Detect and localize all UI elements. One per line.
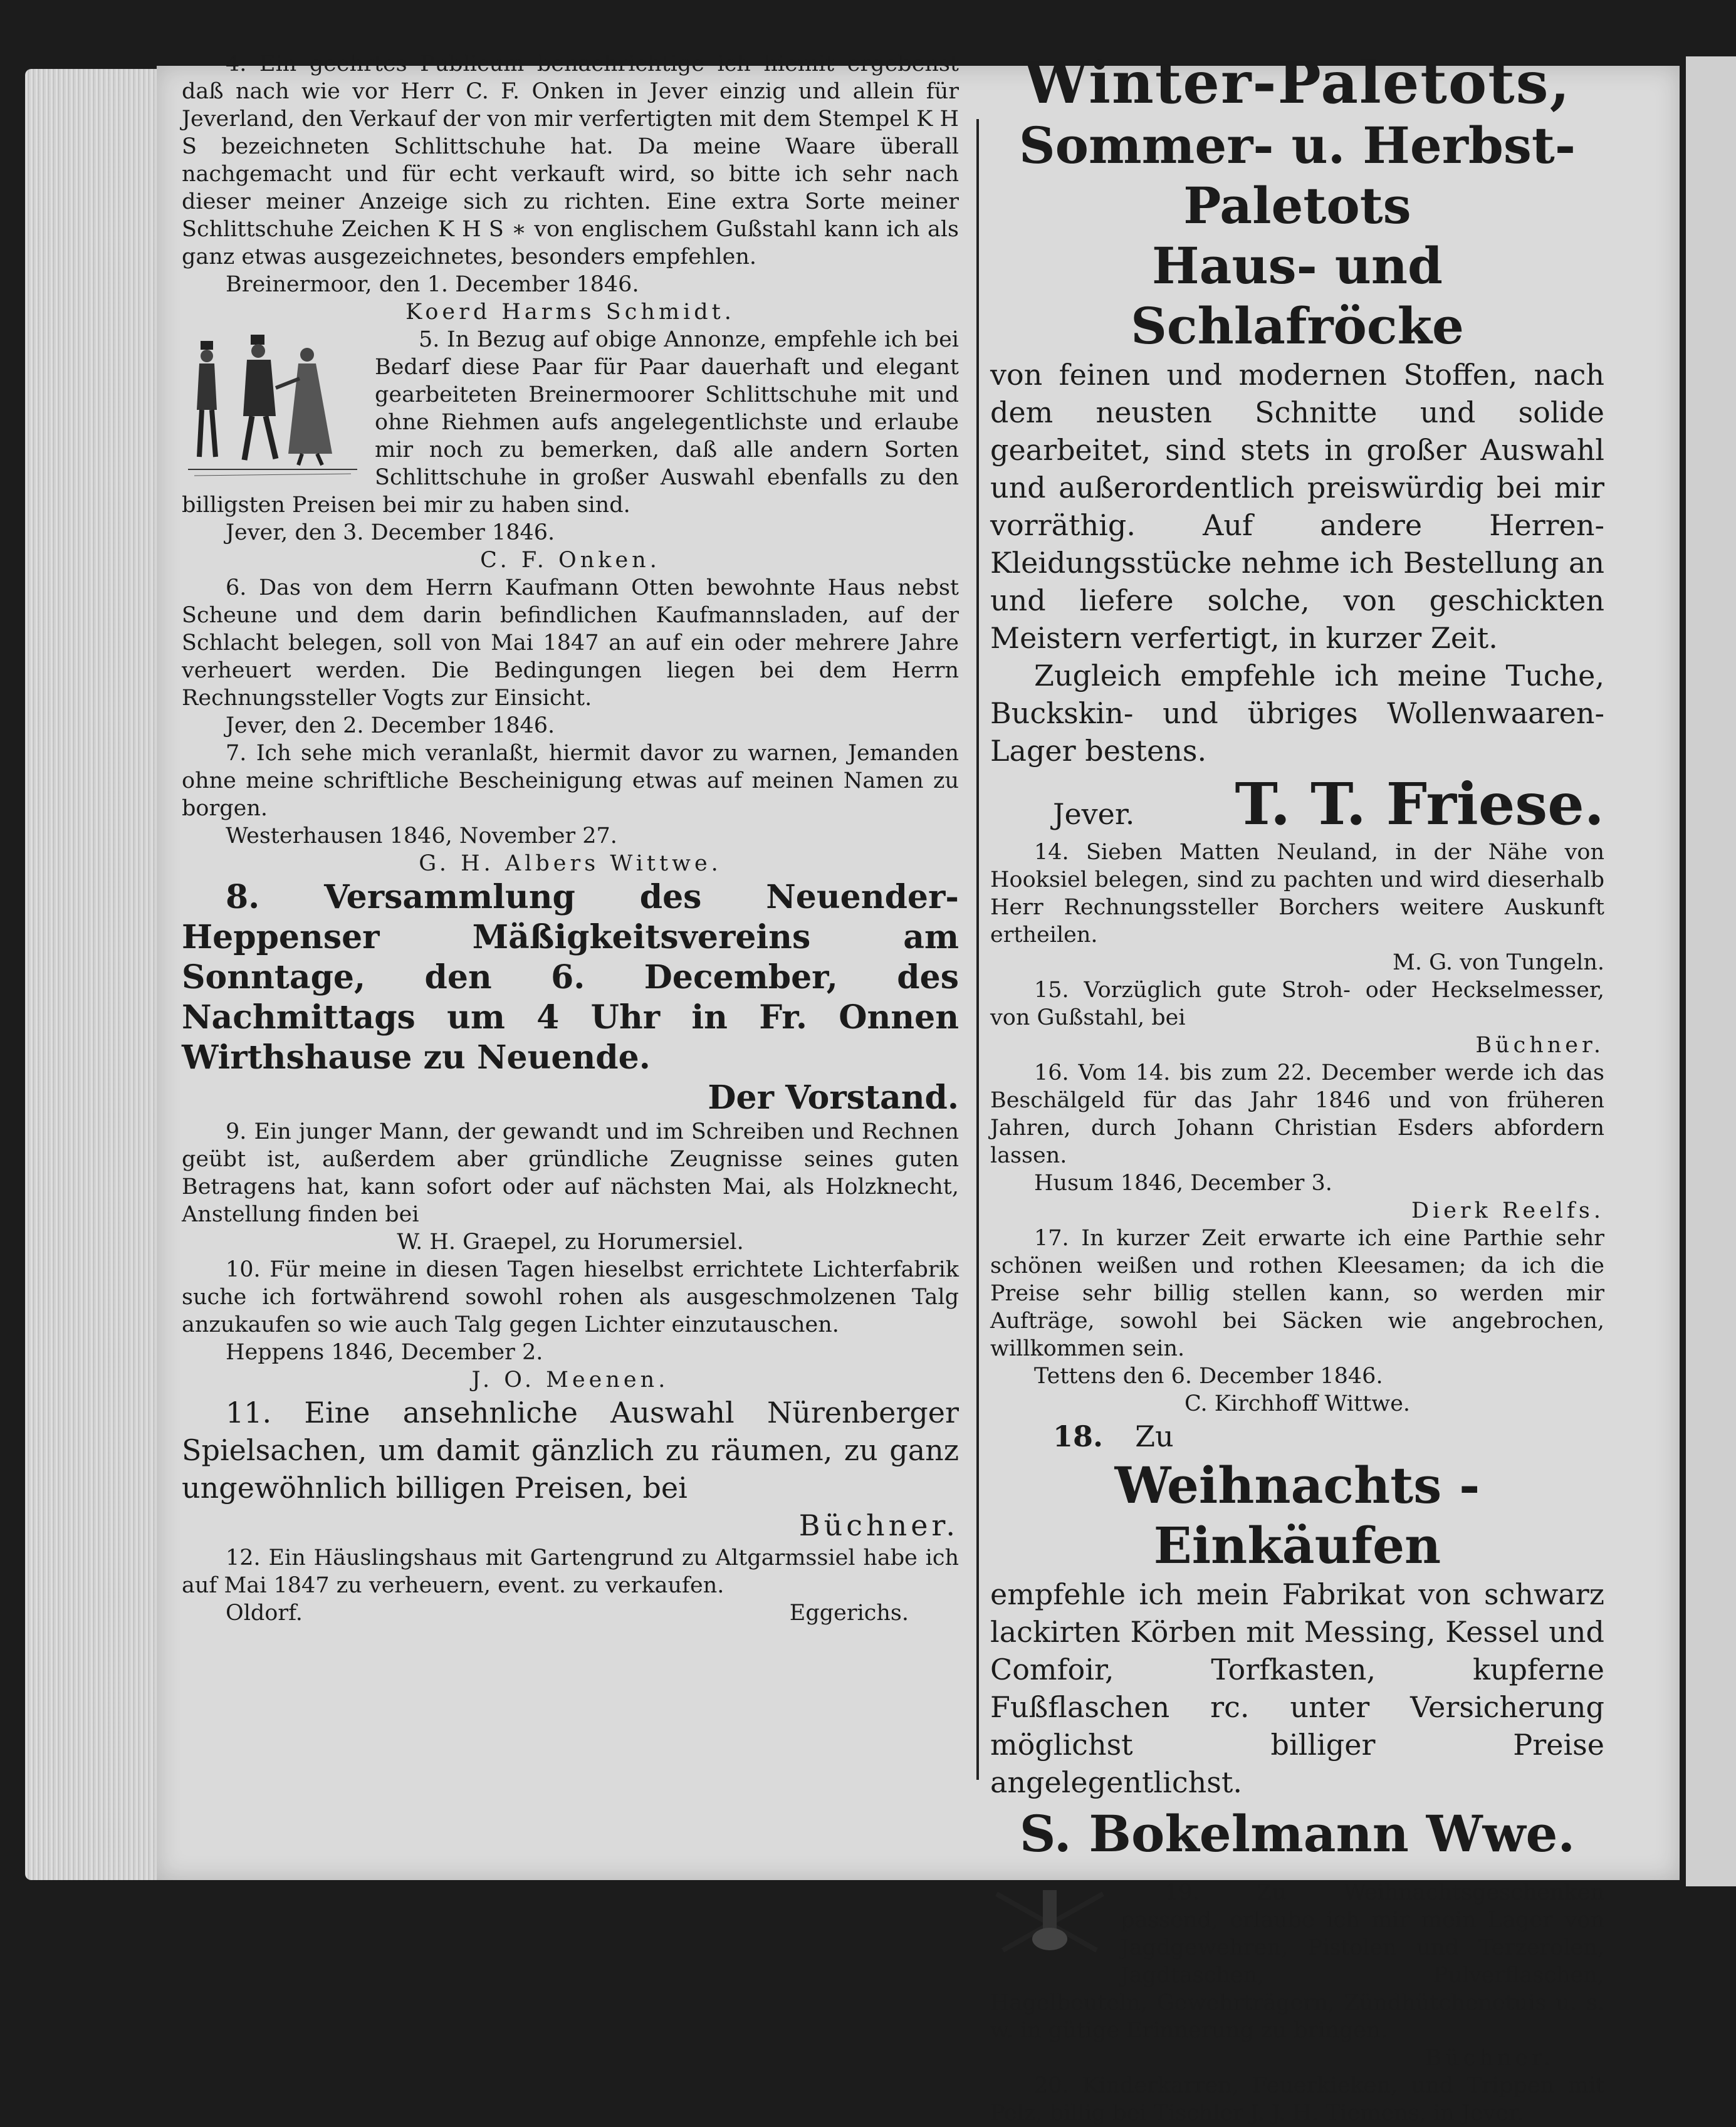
ad-19-signature: Büchner. — [1425, 2046, 1554, 2071]
ad-18-text: empfehle ich mein Fabrikat von schwarz lackirten Körben mit Messing, Kessel und Comfoir, Torfkasten, kupferne Fußflaschen rc. unter Versicherung möglichst billiger Preise angelegentlichst. — [990, 1577, 1604, 1799]
ad-13-place: Jever. — [1053, 797, 1135, 831]
ad-12-footer — [182, 1599, 959, 1627]
ad-4-place: Breinermoor, den 1. December 1846. — [226, 272, 639, 297]
left-column — [182, 50, 959, 1627]
ad-4 — [182, 50, 959, 326]
ad-13-heading-1: Winter-Paletots, — [1023, 49, 1571, 117]
ad-4-signature: Koerd Harms Schmidt. — [405, 300, 735, 325]
ad-15-signature: Büchner. — [1475, 1033, 1604, 1058]
next-page-edge — [1686, 56, 1736, 1886]
ad-8-text: 8. Versammlung des Neuender-Heppenser Mäßigkeitsvereins am Sonntage, den 6. December, des Nachmittags um 4 Uhr in Fr. Onnen Wirthshause zu Neuende. — [182, 878, 959, 1077]
ad-13-firm: T. T. Friese. — [1235, 770, 1604, 838]
ad-4-text: 4. Ein geehrtes Publicum benachrichtige ich hiemit ergebenst daß nach wie vor Herr C. F. Onken in Jever einzig und allein für Jeverland, den Verkauf der von mir verfertigten mit dem Stempel K H S bezeichneten Schlittschuhe hat. Da meine Waare überall nachgemacht und für echt verkauft wird, so bitte ich sehr nach dieser meiner Anzeige sich zu richten. Eine extra Sorte meiner Schlittschuhe Zeichen K H S ∗ von englischem Gußstahl kann ich als ganz etwas ausgezeichnetes, besonders empfehlen. — [182, 51, 959, 269]
right-column — [990, 50, 1604, 2127]
ad-17 — [990, 1225, 1604, 1418]
ad-7-place: Westerhausen 1846, November 27. — [226, 823, 617, 849]
ad-16-signature: Dierk Reelfs. — [1411, 1198, 1604, 1223]
ad-19-text: 19. Zu Weihnachtsgeschenken passend, erlaube ich mir mein Lager von Jagdgewehren, Pistolen und Terzerolen, Jagdtaschen, Pulverflaschen, Hagelbeuteln, Gewehrträgern, Zündhütchenetuis u. s. w. in gütige Erinnerung zu bringen. — [990, 1880, 1604, 2043]
ad-18-heading: Weihnachts - Einkäufen — [1114, 1456, 1480, 1575]
ad-17-text: 17. In kurzer Zeit erwarte ich eine Parthie sehr schönen weißen und rothen Kleesamen; da ich die Preise sehr billig stellen kann, so werden mir Aufträge, sowohl bei Säcken wie angebrochen, willkommen sein. — [990, 1226, 1604, 1361]
ad-11-text: 11. Eine ansehnliche Auswahl Nürenberger Spielsachen, um damit gänzlich zu räumen, zu ganz ungewöhnlich billigen Preisen, bei — [182, 1396, 959, 1505]
ad-16-place: Husum 1846, December 3. — [1034, 1171, 1332, 1196]
top-hat-icon — [201, 341, 213, 350]
ad-13-text: von feinen und modernen Stoffen, nach dem neusten Schnitte und solide gearbeitet, sind stets in großer Auswahl und außerordentlich preiswürdig bei mir vorräthig. Auf andere Herren-Kleidungsstücke nehme ich Bestellung an und liefere solche, von geschickten Meistern verfertigt, in kurzer Zeit. — [990, 358, 1604, 655]
ad-12-place: Oldorf. — [226, 1601, 303, 1626]
skaters-illustration — [182, 328, 363, 479]
ad-18 — [990, 1418, 1604, 1866]
ad-12 — [182, 1544, 959, 1627]
ad-16-text: 16. Vom 14. bis zum 22. December werde ich das Beschälgeld für das Jahr 1846 und von früheren Jahren, durch Johann Christian Esders abfordern lassen. — [990, 1060, 1604, 1168]
ad-8-signature: Der Vorstand. — [708, 1079, 959, 1117]
ad-10-signature: J. O. Meenen. — [471, 1367, 669, 1393]
ad-14-text: 14. Sieben Matten Neuland, in der Nähe von Hooksiel belegen, sind zu pachten und wird dieserhalb Herr Rechnungssteller Borchers weitere Auskunft ertheilen. — [990, 840, 1604, 948]
ad-9 — [182, 1118, 959, 1256]
ad-17-signature: C. Kirchhoff Wittwe. — [1184, 1391, 1411, 1416]
ad-10-text: 10. Für meine in diesen Tagen hieselbst errichtete Lichterfabrik suche ich fortwährend sowohl rohen als ausgeschmolzenen Talg anzukaufen so wie auch Talg gegen Lichter einzutauschen. — [182, 1257, 959, 1337]
ad-5-signature: C. F. Onken. — [480, 548, 661, 573]
ad-13 — [990, 50, 1604, 839]
ad-20 — [990, 2072, 1604, 2127]
ad-7-text: 7. Ich sehe mich veranlaßt, hiermit davor zu warnen, Jemanden ohne meine schriftliche Bescheinigung etwas auf meinen Namen zu borgen. — [182, 741, 959, 821]
ad-18-intro: Zu — [1135, 1419, 1174, 1453]
ad-6 — [182, 574, 959, 739]
column-divider — [976, 119, 979, 1780]
ad-15-text: 15. Vorzüglich gute Stroh- oder Heckselmesser, von Gußstahl, bei — [990, 978, 1604, 1030]
ad-15 — [990, 976, 1604, 1059]
ad-14 — [990, 839, 1604, 976]
ad-14-signature: M. G. von Tungeln. — [1393, 950, 1604, 975]
ad-8 — [182, 877, 959, 1118]
ad-20-text: 20. Kinderkarren, Feuerkieken, und Trippen mit Pelz, billig bei Tischler J. J. H. Tiemens, in Jever. — [990, 2073, 1604, 2126]
ad-13-text-2: Zugleich empfehle ich meine Tuche, Buckskin- und übriges Wollenwaaren-Lager bestens. — [990, 659, 1604, 768]
ad-19 — [990, 1879, 1604, 2072]
ad-6-text: 6. Das von dem Herrn Kaufmann Otten bewohnte Haus nebst Scheune und dem darin befindlichen Kaufmannsladen, auf der Schlacht belegen, soll von Mai 1847 an auf ein oder mehrere Jahre verheuert werden. Die Bedingungen liegen bei dem Herrn Rechnungssteller Vogts zur Einsicht. — [182, 575, 959, 711]
ad-18-intro-line — [990, 1418, 1604, 1455]
book-page-edges — [25, 69, 157, 1880]
ad-6-place: Jever, den 2. December 1846. — [226, 713, 555, 738]
ad-12-signature: Eggerichs. — [789, 1601, 909, 1626]
powder-flask-icon — [1043, 1890, 1057, 1934]
ad-5 — [182, 326, 959, 574]
ad-13-footer — [990, 770, 1604, 839]
ad-7 — [182, 739, 959, 877]
ad-18-number: 18. — [1053, 1419, 1104, 1453]
ad-9-text: 9. Ein junger Mann, der gewandt und im Schreiben und Rechnen geübt ist, außerdem aber gründliche Zeugnisse seines guten Betragens hat, kann sofort oder auf nächsten Mai, als Holzknecht, Anstellung finden bei — [182, 1119, 959, 1227]
ad-5-text: 5. In Bezug auf obige Annonze, empfehle ich bei Bedarf diese Paar für Paar dauerhaft und elegant gearbeiteten Breinermoorer Schlittschuhe mit und ohne Riehmen aufs angelegentlichste und erlaube mir noch zu bemerken, daß alle andern Sorten Schlittschuhe in großer Auswahl ebenfalls zu den billigsten Preisen bei mir zu haben sind. — [182, 327, 959, 518]
ad-18-firm: S. Bokelmann Wwe. — [1019, 1804, 1576, 1863]
ad-9-signature: W. H. Graepel, zu Horumersiel. — [397, 1230, 744, 1255]
ad-11 — [182, 1394, 959, 1544]
ad-13-heading-3: Haus- und Schlafröcke — [1131, 236, 1464, 355]
ad-17-place: Tettens den 6. December 1846. — [1034, 1364, 1383, 1389]
ad-7-signature: G. H. Albers Wittwe. — [419, 851, 722, 876]
ad-13-heading-2: Sommer- u. Herbst-Paletots — [1018, 116, 1576, 235]
ad-11-signature: Büchner. — [798, 1508, 959, 1542]
ad-10-place: Heppens 1846, December 2. — [226, 1340, 543, 1365]
ad-10 — [182, 1256, 959, 1394]
ad-5-place: Jever, den 3. December 1846. — [226, 520, 555, 545]
crossed-guns-illustration — [990, 1881, 1109, 1963]
ad-16 — [990, 1059, 1604, 1225]
ad-12-text: 12. Ein Häuslingshaus mit Gartengrund zu Altgarmssiel habe ich auf Mai 1847 zu verheuern, event. zu verkaufen. — [182, 1545, 959, 1598]
